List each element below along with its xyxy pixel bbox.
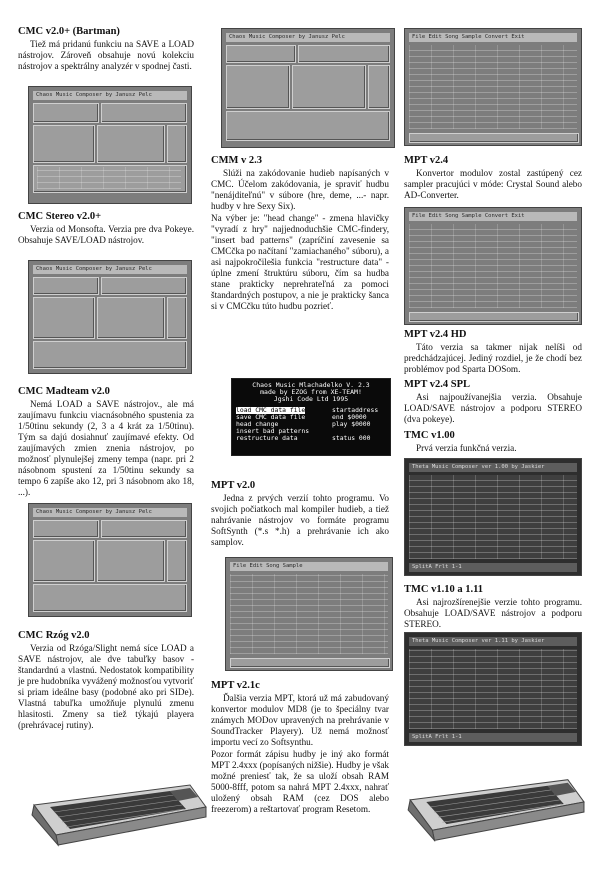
menu-value-start: startaddress (332, 406, 379, 414)
screenshot-cmc20 (28, 86, 192, 204)
article-body-2: Na výber je: "head change" - zmena hlavičky "vyradí z hry" najjednoduchšie CMC-findery, "insert bad patterns" (zapríčiní zavesenie sa CMCčka po načítaní "zamiachaného" súboru), a asi najpokročilešia funkcia "restructure data" - úplne zmení štruktúru súboru, čím sa hudba stane prakticky neprehrateľná za pomoci štandardných postupov, a nie je prakticky šanca si v CMCčku túto hudbu pozrieť. (211, 213, 389, 311)
screenshot-header: File Edit Song Sample (230, 562, 388, 571)
menu-item-head-change: head change (236, 420, 279, 428)
article-title: CMC v2.0+ (Bartman) (18, 26, 120, 37)
article-body: Verzia od Monsofta. Verzia pre dva Pokeye. Obsahuje SAVE/LOAD nástrojov. (18, 224, 194, 245)
menu-item-restructure: restructure data (236, 434, 298, 442)
article-title: MPT v2.4 HD (404, 329, 467, 340)
article-title: TMC v1.00 (404, 430, 455, 441)
menu-value-play: play $0000 (332, 420, 371, 428)
article-title: CMM v 2.3 (211, 155, 263, 166)
screenshot-header: Chaos Music Composer by Janusz Pelc (226, 33, 390, 42)
screenshot-tmc110 (404, 632, 582, 746)
screenshot-header: File Edit Song Sample Convert Exit (409, 212, 577, 221)
article-body-2: Pozor formát zápisu hudby je iný ako formát MPT 2.4xxx (popísaných nižšie). Hudby je však možné preniesť tak, že sa uloží obsah RAM 5000-8fff, potom sa nahrá MPT 2.4xxx, nahrať uložený obsah RAM (cez DOS alebo freezerom) a reštartovať program Resetom. (211, 749, 389, 814)
article-body: Jedna z prvých verzií tohto programu. Vo svojich počiatkoch mal kompiler hudieb, a tiež nahrávanie nástrojov vo formáte programu SoftSynth (*.s *.h) a prehrávanie ich ako samplov. (211, 493, 389, 547)
article-title: CMC Madteam v2.0 (18, 386, 110, 397)
article-body: Slúži na zakódovanie hudieb napísaných v CMC. Účelom zakódovania, je spraviť hudbu "nenájditeľnú" v súbore (hre, deme, ...- napr. hudby v hre Sexy Six). (211, 168, 389, 211)
menu-value-status: status 000 (332, 434, 371, 442)
article-body: Nemá LOAD a SAVE nástrojov., ale má zaujímavu funkciu viacnásobného spustenia za 1/50tinu sekundy (2, 3 a 4 krát za 1/50tinu). Tým sa dajú dosiahnuť zaujímavé efekty. Od zaujímavých zmien znenia nástrojov, po možnosť plynulejšej zmeny tempa (napr. pri 2 násobnom spustení za 1/50tinu sekundy sa tempo 6 zapíše ako 12, pri 3 násobnom ako 18, ...). (18, 399, 194, 497)
screenshot-mpt20 (225, 557, 393, 671)
article-cmc20 (18, 26, 194, 73)
screenshot-mpt24hd (404, 207, 582, 325)
article-body: Tiež má pridanú funkciu na SAVE a LOAD nástrojov. Zároveň obsahuje novú kolekciu nástrojov a spektrálny analyzér v spodnej časti. (18, 39, 194, 71)
article-body: Táto verzia sa takmer nijak nelíši od predchádzajúcej. Jediný rozdiel, je že chodí bez problémov pod Sparta DOSom. (404, 342, 582, 374)
screenshot-header: Theta Music Composer ver 1.11 by Jaskier (409, 637, 577, 646)
article-mpt21c (211, 680, 389, 816)
screenshot-header: Chaos Music Composer by Janusz Pelc (33, 265, 187, 274)
screenshot-cmcstereo (28, 260, 192, 374)
article-cmcrzog (18, 630, 194, 732)
screenshot-tmc100 (404, 458, 582, 576)
menu-value-end: end $0000 (332, 413, 367, 421)
article-title: CMC Rzóg v2.0 (18, 630, 90, 641)
menu-title-3: Jgshi Code Ltd 1995 (273, 395, 349, 403)
article-title: TMC v1.10 a 1.11 (404, 584, 484, 595)
screenshot-mpt24 (404, 28, 582, 146)
screenshot-cmcmad (28, 503, 192, 617)
menu-title-2: made by EZOG from XE-TEAM! (260, 388, 362, 396)
menu-title-1: Chaos Music Mlachadelko V. 2.3 (252, 381, 370, 389)
article-title: MPT v2.1c (211, 680, 260, 691)
screenshot-header: File Edit Song Sample Convert Exit (409, 33, 577, 42)
screenshot-header: Chaos Music Composer by Janusz Pelc (33, 508, 187, 517)
article-title: MPT v2.0 (211, 480, 256, 491)
article-body: Konvertor modulov zostal zastúpený cez sampler pracujúci v móde: Crystal Sound alebo AD-Converter. (404, 168, 582, 200)
article-body: Asi najpoužívanejšia verzia. Obsahuje LOAD/SAVE nástrojov a podporu STEREO (dva pokeye). (404, 392, 582, 424)
screenshot-status: SplitA Frlt 1-1 (409, 563, 577, 572)
article-body: Prvá verzia funkčná verzia. (416, 443, 517, 453)
article-cmm23 (211, 155, 389, 313)
article-cmcstereo (18, 211, 194, 247)
article-mpt20 (211, 480, 389, 549)
screenshot-cmm-menu (231, 378, 391, 456)
article-title: MPT v2.4 SPL (404, 379, 471, 390)
atari-computer-image (396, 771, 586, 843)
article-title: MPT v2.4 (404, 155, 449, 166)
article-body: Asi najrozšírenejšie verzie tohto programu. Obsahuje LOAD/SAVE nástrojov a podporu STEREO. (404, 597, 582, 629)
article-tmc110 (404, 584, 582, 631)
atari-computer-image (20, 777, 208, 847)
article-cmcmad (18, 386, 194, 499)
article-mpt24hd (404, 329, 582, 376)
article-mpt24spl (404, 379, 582, 426)
article-body: Ďalšia verzia MPT, ktorá už má zabudovaný konvertor modulov MD8 (je to špeciálny tvar známych MODov upravených na prehrávanie v SoundTracker Playery). Už nemá možnosť importu vecí zo Softsynthu. (211, 693, 389, 747)
screenshot-status: SplitA Frlt 1-1 (409, 733, 577, 742)
article-body: Verzia od Rzóga/Slight nemá síce LOAD a SAVE nástrojov, ale dve tabuľky basov - štandardnú a vlastnú. Nedostatok kompatibility je pre hudobníka vyvážený možnosťou vytvoriť si priam ideálne basy (podobné ako pri SIDe). Vlastná tabuľka umožňuje plynulú zmenu hlasitosti. Zmeny sa tiež týkajú playera (prehrávacej rutiny). (18, 643, 194, 730)
menu-item-load: load CMC data file (236, 406, 306, 414)
article-title: CMC Stereo v2.0+ (18, 211, 102, 222)
screenshot-header: Theta Music Composer ver 1.00 by Jaskier (409, 463, 577, 472)
screenshot-cmm23-top (221, 28, 395, 148)
article-tmc100 (404, 430, 582, 455)
screenshot-header: Chaos Music Composer by Janusz Pelc (33, 91, 187, 100)
menu-item-save: save CMC data file (236, 413, 306, 421)
menu-item-insert-bad: insert bad patterns (236, 427, 310, 435)
article-mpt24 (404, 155, 582, 202)
